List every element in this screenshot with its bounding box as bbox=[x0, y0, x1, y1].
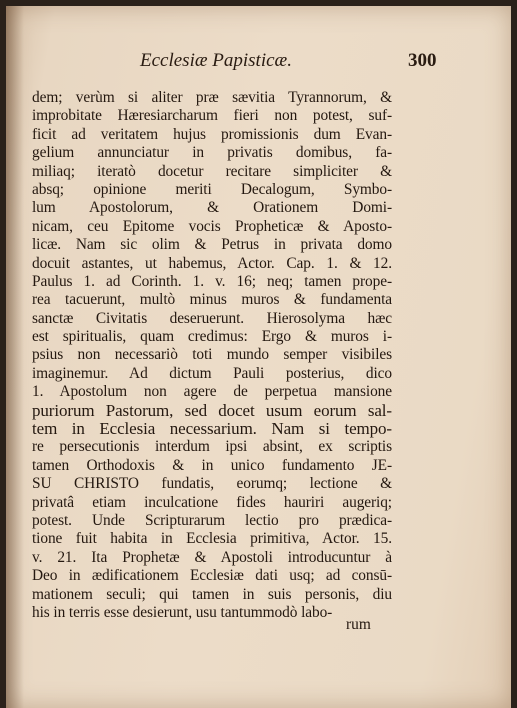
text-line: dem; verùm si aliter præ sævitia Tyrannorum, & bbox=[32, 89, 392, 106]
text-line: puriorum Pastorum, sed docet usum eorum sal- bbox=[32, 400, 392, 420]
text-line: 1. Apostolum non agere de perpetua mansione bbox=[32, 383, 392, 401]
text-line: improbitate Hæresiarcharum fieri non potest, suf- bbox=[32, 107, 392, 125]
text-line: docuit astantes, ut habemus, Actor. Cap. 1. & 12. bbox=[32, 254, 392, 272]
catchword: rum bbox=[346, 616, 371, 633]
text-line: est spiritualis, quam credimus: Ergo & muros i- bbox=[32, 328, 392, 346]
text-line: nicam, ceu Epitome vocis Propheticæ & Aposto- bbox=[32, 217, 392, 235]
text-line: ficit ad veritatem hujus promissionis dum Evan- bbox=[32, 125, 392, 143]
text-line: tamen Orthodoxis & in unico fundamento JE- bbox=[32, 456, 392, 474]
text-line: his in terris esse desierunt, usu tantummodò labo- bbox=[32, 603, 333, 621]
text-line: Paulus 1. ad Corinth. 1. v. 16; neq; tamen prope- bbox=[32, 272, 392, 290]
text-line: sanctæ Civitatis deseruerunt. Hierosolyma hæc bbox=[32, 309, 392, 327]
text-line: potest. Unde Scripturarum lectio pro prædica- bbox=[32, 511, 392, 529]
text-line: gelium annunciatur in privatis domibus, fa- bbox=[32, 144, 392, 162]
page-header bbox=[6, 46, 511, 76]
page-number: 300 bbox=[408, 50, 437, 71]
running-head: Ecclesiæ Papisticæ. bbox=[140, 50, 292, 71]
text-line: absq; opinione meriti Decalogum, Symbo- bbox=[32, 180, 392, 198]
text-line: Deo in ædificationem Ecclesiæ dati usq; ad consū- bbox=[32, 567, 392, 585]
text-line: privatâ etiam inculcatione fides hauriri augeriq; bbox=[32, 493, 392, 511]
book-page bbox=[6, 6, 511, 708]
text-line: rea tacuerunt, multò minus muros & fundamenta bbox=[32, 291, 392, 309]
text-line: licæ. Nam sic olim & Petrus in privata domo bbox=[32, 236, 392, 254]
text-line: re persecutionis interdum ipsi absint, ex scriptis bbox=[32, 438, 392, 456]
text-line: SU CHRISTO fundatis, eorumq; lectione & bbox=[32, 475, 392, 493]
text-line: v. 21. Ita Prophetæ & Apostoli introducuntur à bbox=[32, 548, 392, 566]
text-line: psius non necessariò toti mundo semper visibiles bbox=[32, 346, 392, 364]
text-line: miliaq; iteratò docetur recitare simpliciter & bbox=[32, 162, 392, 180]
text-line: mationem seculi; qui tamen in suis personis, diu bbox=[32, 585, 392, 603]
text-line: lum Apostolorum, & Orationem Domi- bbox=[32, 199, 392, 217]
text-line: tione fuit habita in Ecclesia primitiva, Actor. 15. bbox=[32, 530, 392, 548]
body-text bbox=[32, 89, 392, 622]
text-line: tem in Ecclesia necessarium. Nam si tempo- bbox=[32, 419, 392, 439]
text-line: imaginemur. Ad dictum Pauli posterius, dico bbox=[32, 364, 392, 382]
